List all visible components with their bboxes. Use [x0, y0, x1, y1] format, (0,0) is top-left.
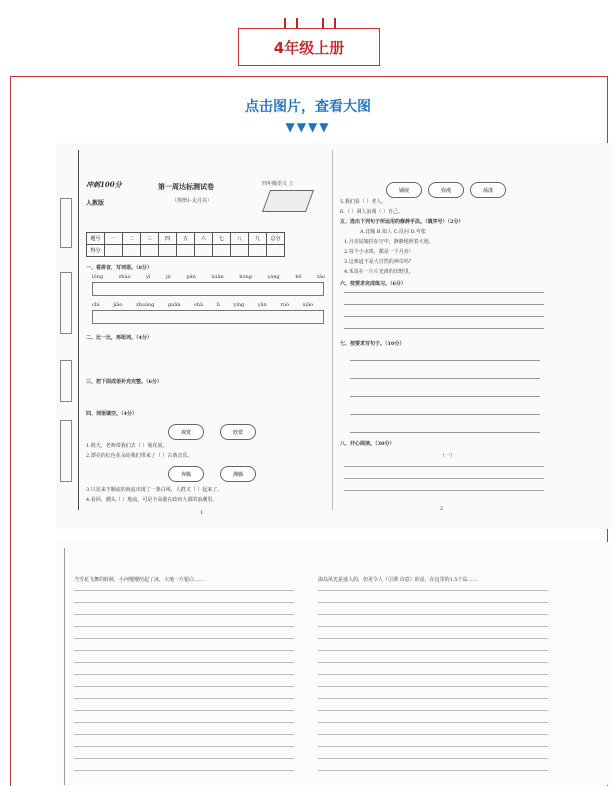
section-7-heading: 七、按要求写句子。（10分）	[340, 341, 405, 347]
word-cloud: 奔腾	[168, 466, 204, 482]
text-line	[74, 590, 294, 591]
text-line	[74, 602, 294, 603]
text-line	[74, 698, 294, 699]
fill-sentence: 2.漂亮的红色花朵给我们带来了（ ）古典音乐。	[86, 453, 193, 459]
page-divider	[332, 150, 333, 510]
text-line	[318, 770, 548, 771]
fill-sentence: 4.看回，潮头（ ）地流，可是全高涨在政府大幕的浪潮里。	[86, 497, 218, 503]
text-line	[318, 686, 548, 687]
section-6-heading: 六、按要求完成练习。（6分）	[340, 281, 406, 287]
text-line	[318, 722, 548, 723]
down-arrows-icon: ▼▼▼▼	[285, 120, 331, 134]
section-4-heading: 四、词语填空。（4分）	[86, 411, 137, 417]
edition-label: 人教版	[86, 200, 105, 207]
section-8-heading: 八、开心阅读。（30分）	[340, 441, 395, 447]
exam-subtitle: （规律1-走月亮）	[172, 198, 212, 204]
score-header: 五	[177, 233, 195, 245]
score-header: 一	[105, 233, 123, 245]
text-line	[74, 614, 294, 615]
word-cloud: 荡漾	[470, 182, 506, 198]
text-line	[318, 662, 548, 663]
passage-intro: 当雪花飞舞的时候，小河慢慢结起了冰，大地一片银白……	[74, 577, 205, 583]
fill-sentence: 5.我们看（ ）老人。	[340, 199, 387, 205]
score-header: 九	[249, 233, 267, 245]
text-line	[318, 698, 548, 699]
grade-tab[interactable]	[238, 28, 380, 66]
answer-line[interactable]	[350, 432, 540, 433]
options-line: A.比喻 B.拟人 C.反问 D.夸张	[360, 229, 426, 235]
section-3-heading: 三、把下面成语补充完整。（6分）	[86, 379, 162, 385]
text-line	[74, 686, 294, 687]
rhetoric-item: 2.每个小水珠，都是一个月亮！	[344, 249, 414, 255]
answer-boxes[interactable]	[92, 310, 324, 324]
exam-title: 第一周达标测试卷	[158, 182, 214, 191]
corner-label: 四年级语文 上	[262, 181, 294, 187]
score-row-label: 得分	[87, 245, 105, 257]
text-line	[74, 626, 294, 627]
section-2-heading: 二、比一比，再组词。（4分）	[86, 335, 152, 341]
text-line	[74, 758, 294, 759]
text-line	[74, 722, 294, 723]
binding-line	[64, 548, 65, 785]
reading-label: （一）	[440, 453, 456, 459]
score-header: 四	[159, 233, 177, 245]
score-header: 总分	[267, 233, 285, 245]
text-line	[318, 602, 548, 603]
word-cloud: 观赏	[168, 424, 204, 440]
section-1-heading: 一、看拼音，写词语。（8分）	[86, 265, 152, 271]
rhetoric-item: 1.月亮姑娘挂在空中，静静地照着大地。	[344, 239, 434, 245]
text-line	[344, 328, 544, 329]
answer-boxes[interactable]	[92, 282, 324, 296]
text-line	[74, 662, 294, 663]
fill-sentence: 3.只见来不顺流的海流出现了一条白线，人群又（ ）起来了。	[86, 487, 223, 493]
answer-line[interactable]	[350, 378, 540, 379]
score-header: 七	[213, 233, 231, 245]
score-header: 题号	[87, 233, 105, 245]
text-line	[318, 590, 548, 591]
text-line	[74, 734, 294, 735]
brand-logo: 冲刺100分	[86, 180, 122, 189]
text-line	[74, 674, 294, 675]
rhetoric-item: 3.这难道不是大自然的神奇吗？	[344, 259, 414, 265]
word-cloud: 铺展	[386, 182, 422, 198]
text-line	[318, 650, 548, 651]
word-cloud: 弥漫	[428, 182, 464, 198]
pinyin-row: chì jiǎo zhuàng guān shā lì yíng yǎn ruò xiǎo	[92, 302, 314, 308]
fill-sentence: 1.秋天，老师带我们去（ ）菊花展。	[86, 443, 168, 449]
binding-line	[78, 150, 79, 510]
binding-box	[60, 360, 72, 402]
text-line	[344, 490, 544, 491]
binding-box	[60, 420, 72, 482]
text-line	[318, 710, 548, 711]
section-5-heading: 五、选出下列句子所运用的修辞手法。（填序号）（2分）	[340, 219, 464, 225]
text-line	[318, 614, 548, 615]
answer-line[interactable]	[350, 414, 540, 415]
score-header: 八	[231, 233, 249, 245]
text-line	[318, 734, 548, 735]
text-line	[318, 746, 548, 747]
answer-line[interactable]	[350, 360, 540, 361]
text-line	[318, 626, 548, 627]
text-line	[344, 292, 544, 293]
text-line	[74, 638, 294, 639]
pinyin-row: lóng zhào yǐ jù pán xuán hóng yáng bǒ tāo	[92, 274, 326, 280]
answer-line[interactable]	[350, 396, 540, 397]
fill-sentence: 6.（ ）洞人浪漫（ ）自己。	[340, 209, 403, 215]
view-large-prompt[interactable]: 点击图片，查看大图	[245, 99, 371, 115]
score-header: 二	[123, 233, 141, 245]
score-header: 三	[141, 233, 159, 245]
text-line	[74, 710, 294, 711]
text-line	[74, 746, 294, 747]
rhetoric-item: 4.禾苗在一片片光滑的田野里。	[344, 269, 414, 275]
page-number: 2	[440, 506, 444, 512]
text-line	[344, 304, 544, 305]
text-line	[344, 478, 544, 479]
text-line	[318, 638, 548, 639]
text-line	[74, 770, 294, 771]
book-icon	[262, 190, 314, 212]
text-line	[318, 674, 548, 675]
passage-intro: 海岛风光是迷人的，但更令人（引诱 诗意）的是，在这里的1.5个岛……	[318, 577, 478, 583]
score-header: 六	[195, 233, 213, 245]
text-line	[344, 466, 544, 467]
text-line	[74, 650, 294, 651]
score-table	[86, 232, 285, 257]
text-line	[318, 758, 548, 759]
binding-box	[60, 198, 72, 248]
page-number: 1	[200, 510, 204, 516]
grade-label: 4年级上册	[273, 38, 345, 57]
word-cloud: 沸腾	[220, 466, 256, 482]
word-cloud: 欣赏	[220, 424, 256, 440]
binding-box	[60, 272, 72, 334]
text-line	[344, 316, 544, 317]
